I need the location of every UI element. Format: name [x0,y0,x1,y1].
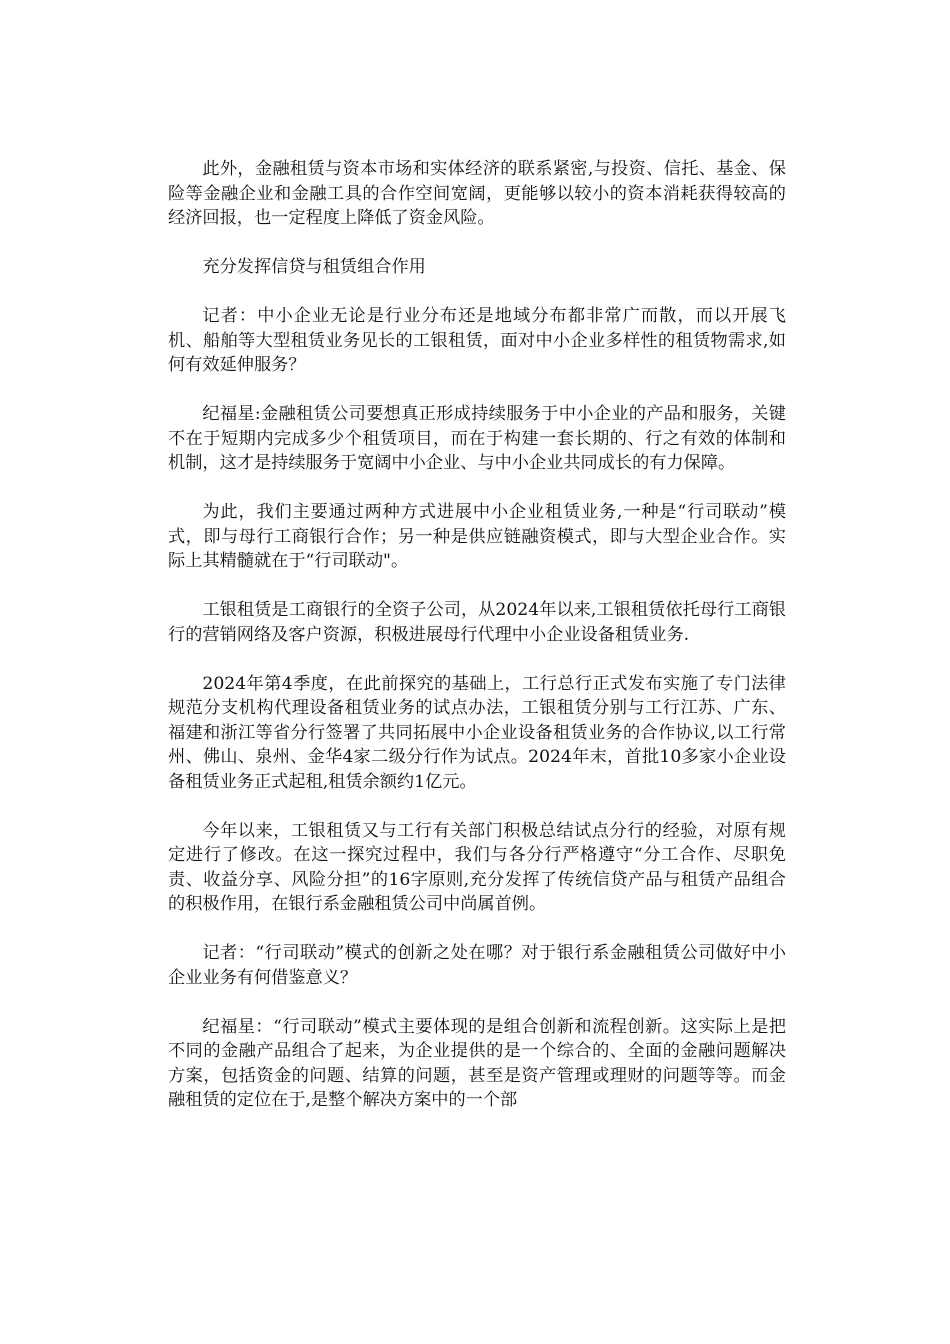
paragraph-6: 工银租赁是工商银行的全资子公司，从2024年以来,工银租赁依托母行工商银行的营销网络及客户资源，积极进展母行代理中小企业设备租赁业务. [168,600,786,645]
document-body [168,157,786,1137]
paragraph-7: 2024年第4季度，在此前探究的基础上，工行总行正式发布实施了专门法律规范分支机构代理设备租赁业务的试点办法，工银租赁分别与工行江苏、广东、福建和浙江等省分行签署了共同拓展中小企业设备租赁业务的合作协议,以工行常州、佛山、泉州、金华4家二级分行作为试点。2024年末，首批10多家小企业设备租赁业务正式起租,租赁余额约1亿元。 [168,673,786,792]
paragraph-10: 纪福星：“行司联动”模式主要体现的是组合创新和流程创新。这实际上是把不同的金融产品组合了起来，为企业提供的是一个综合的、全面的金融问题解决方案，包括资金的问题、结算的问题，甚至是资产管理或理财的问题等等。而金融租赁的定位在于,是整个解决方案中的一个部 [168,1016,786,1110]
paragraph-3: 记者：中小企业无论是行业分布还是地域分布都非常广而散，而以开展飞机、船舶等大型租赁业务见长的工银租赁，面对中小企业多样性的租赁物需求,如何有效延伸服务？ [168,306,786,375]
paragraph-4: 纪福星:金融租赁公司要想真正形成持续服务于中小企业的产品和服务，关键不在于短期内完成多少个租赁项目，而在于构建一套长期的、行之有效的体制和机制，这才是持续服务于宽阔中小企业、与中小企业共同成长的有力保障。 [168,404,786,473]
paragraph-9: 记者：“行司联动”模式的创新之处在哪？对于银行系金融租赁公司做好中小企业业务有何借鉴意义？ [168,943,786,988]
paragraph-1: 此外，金融租赁与资本市场和实体经济的联系紧密,与投资、信托、基金、保险等金融企业和金融工具的合作空间宽阔，更能够以较小的资本消耗获得较高的经济回报，也一定程度上降低了资金风险。 [168,159,786,228]
paragraph-8: 今年以来，工银租赁又与工行有关部门积极总结试点分行的经验，对原有规定进行了修改。在这一探究过程中，我们与各分行严格遵守“分工合作、尽职免责、收益分享、风险分担”的16字原则,充分发挥了传统信贷产品与租赁产品组合的积极作用，在银行系金融租赁公司中尚属首例。 [168,820,786,914]
section-heading: 充分发挥信贷与租赁组合作用 [202,257,426,277]
paragraph-5: 为此，我们主要通过两种方式进展中小企业租赁业务,一种是“行司联动”模式，即与母行工商银行合作；另一种是供应链融资模式，即与大型企业合作。实际上其精髓就在于“行司联动"。 [168,502,786,571]
